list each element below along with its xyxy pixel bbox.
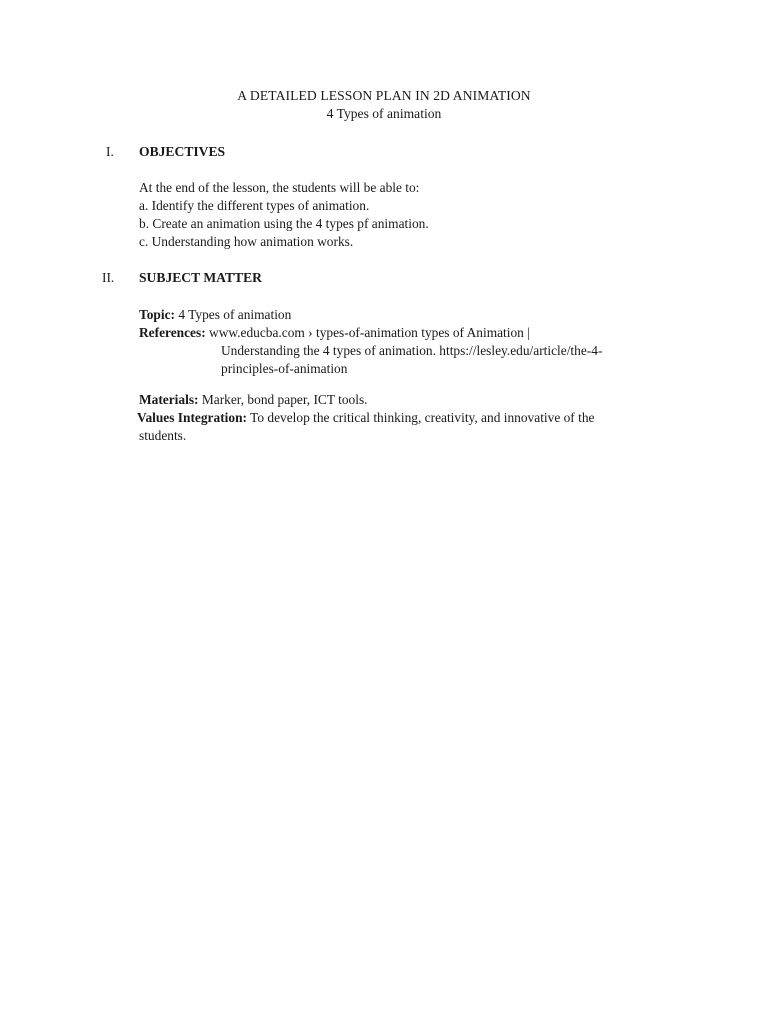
values-integration-label: Values Integration:: [137, 410, 247, 425]
references-line-1: [139, 324, 530, 342]
section-numeral-objectives: I.: [106, 144, 114, 159]
topic-line: [139, 306, 291, 324]
objective-item-c: c. Understanding how animation works.: [139, 234, 354, 249]
materials-value: Marker, bond paper, ICT tools.: [201, 392, 368, 407]
objectives-intro: At the end of the lesson, the students will be able to:: [139, 180, 420, 195]
values-integration-text-1: To develop the critical thinking, creativity, and innovative of the: [250, 410, 595, 425]
values-integration-line-2: students.: [139, 428, 187, 443]
objective-item-a: a. Identify the different types of animation.: [139, 198, 370, 213]
references-label: References:: [139, 325, 206, 340]
document-title: A DETAILED LESSON PLAN IN 2D ANIMATION: [237, 88, 531, 103]
topic-label: Topic:: [139, 307, 175, 322]
document-subtitle: 4 Types of animation: [326, 106, 442, 121]
materials-label: Materials:: [139, 392, 199, 407]
materials-line: [139, 391, 368, 409]
references-line-2: Understanding the 4 types of animation. https://lesley.edu/article/the-4-: [221, 343, 603, 358]
objective-item-b: b. Create an animation using the 4 types pf animation.: [139, 216, 429, 231]
references-line-3: principles-of-animation: [221, 361, 348, 376]
section-heading-objectives: OBJECTIVES: [139, 144, 226, 159]
section-numeral-subject-matter: II.: [102, 270, 115, 285]
references-text-1: www.educba.com › types-of-animation types of Animation |: [209, 325, 530, 340]
values-integration-line-1: [137, 409, 594, 427]
section-heading-subject-matter: SUBJECT MATTER: [139, 270, 263, 285]
topic-value: 4 Types of animation: [178, 307, 292, 322]
